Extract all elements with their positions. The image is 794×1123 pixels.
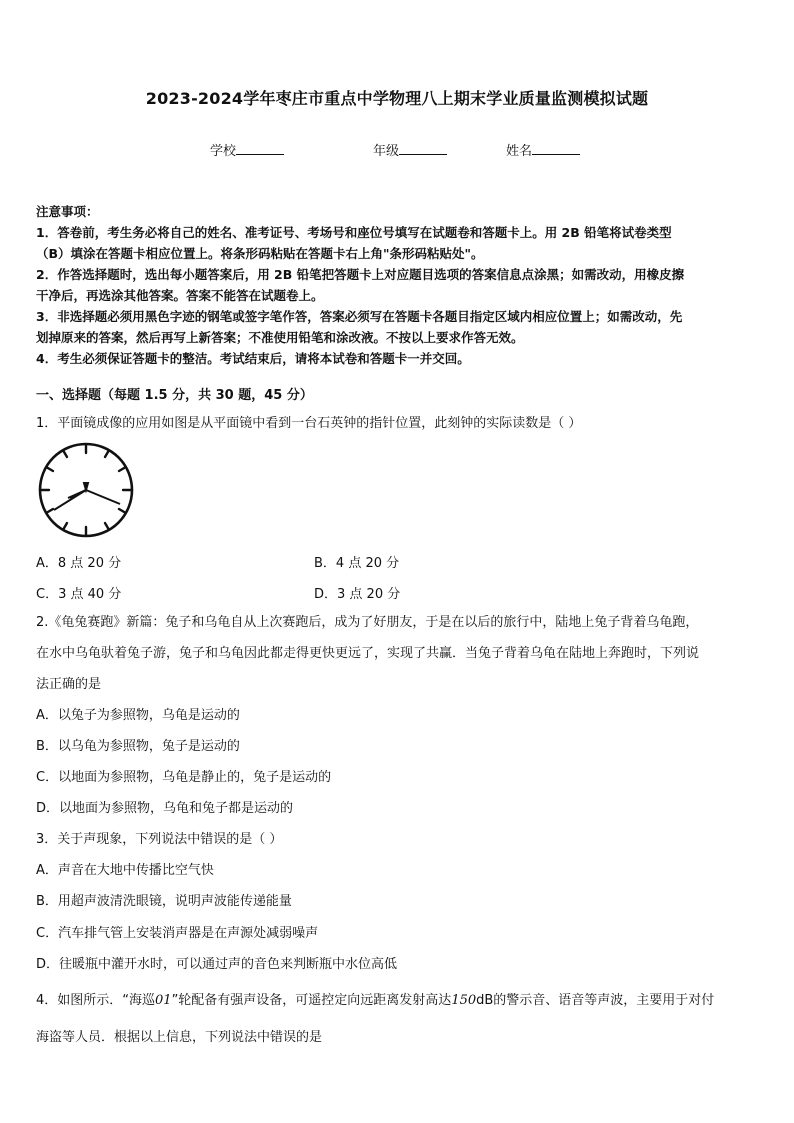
note-line: 3．非选择题必须用黑色字迹的钢笔或签字笔作答，答案必须写在答题卡各题目指定区域内相应位置上；如需改动，先 xyxy=(36,309,683,324)
name-field[interactable] xyxy=(506,140,580,159)
q2-option-d[interactable]: D．以地面为参照物，乌龟和兔子都是运动的 xyxy=(36,801,294,816)
q1-option-a[interactable]: A．8 点 20 分 xyxy=(36,556,122,571)
section-heading: 一、选择题（每题 1.5 分，共 30 题，45 分） xyxy=(36,388,313,403)
question-3-stem: 3．关于声现象，下列说法中错误的是（ ） xyxy=(36,832,283,847)
note-line: 2．作答选择题时，选出每小题答案后，用 2B 铅笔把答题卡上对应题目选项的答案信息点涂黑；如需改动，用橡皮擦 xyxy=(36,267,685,282)
q3-option-c[interactable]: C．汽车排气管上安装消声器是在声源处减弱噪声 xyxy=(36,926,319,941)
q2-option-b[interactable]: B．以乌龟为参照物，兔子是运动的 xyxy=(36,739,240,754)
note-line: 划掉原来的答案，然后再写上新答案；不准使用铅笔和涂改液。不按以上要求作答无效。 xyxy=(36,330,524,345)
note-line: 干净后，再选涂其他答案。答案不能答在试题卷上。 xyxy=(36,288,324,303)
q3-option-b[interactable]: B．用超声波清洗眼镜，说明声波能传递能量 xyxy=(36,894,292,909)
note-line: 1．答卷前，考生务必将自己的姓名、准考证号、考场号和座位号填写在试题卷和答题卡上。用 2B 铅笔将试卷类型 xyxy=(36,225,672,240)
school-label: 学校 xyxy=(210,144,237,159)
notes-heading: 注意事项： xyxy=(36,204,99,219)
name-label: 姓名 xyxy=(506,144,533,159)
q3-option-d[interactable]: D．往暖瓶中灌开水时，可以通过声的音色来判断瓶中水位高低 xyxy=(36,957,398,972)
question-2-line: 在水中乌龟驮着兔子游，兔子和乌龟因此都走得更快更远了，实现了共赢．当兔子背着乌龟在陆地上奔跑时，下列说 xyxy=(36,646,700,661)
q3-option-a[interactable]: A．声音在大地中传播比空气快 xyxy=(36,863,214,878)
clock-hands xyxy=(54,483,120,510)
grade-blank[interactable] xyxy=(399,142,447,155)
q4-text: 4．如图所示．“海巡 xyxy=(36,993,156,1008)
school-blank[interactable] xyxy=(236,142,284,155)
question-4-line xyxy=(36,993,714,1009)
note-line: 4．考生必须保证答题卡的整洁。考试结束后，请将本试卷和答题卡一并交回。 xyxy=(36,351,470,366)
name-blank[interactable] xyxy=(532,142,580,155)
q2-option-a[interactable]: A．以兔子为参照物，乌龟是运动的 xyxy=(36,708,240,723)
grade-label: 年级 xyxy=(373,144,400,159)
question-2-line: 法正确的是 xyxy=(36,677,102,692)
exam-title: 2023-2024学年枣庄市重点中学物理八上期末学业质量监测模拟试题 xyxy=(145,89,649,108)
school-field[interactable] xyxy=(210,140,284,159)
q2-option-c[interactable]: C．以地面为参照物，乌龟是静止的，兔子是运动的 xyxy=(36,770,332,785)
q4-text: ”轮配备有强声设备，可遥控定向远距离发射高达 xyxy=(171,993,452,1008)
q1-option-b[interactable]: B．4 点 20 分 xyxy=(314,556,400,571)
note-line: （B）填涂在答题卡相应位置上。将条形码粘贴在答题卡右上角"条形码粘贴处"。 xyxy=(36,246,484,261)
question-4-line: 海盗等人员．根据以上信息，下列说法中错误的是 xyxy=(36,1030,323,1045)
q4-text: dB的警示音、语音等声波，主要用于对付 xyxy=(476,993,715,1008)
q4-sound-level: 150 xyxy=(451,993,477,1008)
mirror-clock-figure xyxy=(36,440,136,540)
grade-field[interactable] xyxy=(373,140,447,159)
question-2-line: 2.《龟兔赛跑》新篇：兔子和乌龟自从上次赛跑后，成为了好朋友，于是在以后的旅行中，陆地上兔子背着乌龟跑， xyxy=(36,615,699,630)
q1-option-c[interactable]: C．3 点 40 分 xyxy=(36,587,122,602)
question-1-stem: 1．平面镜成像的应用如图是从平面镜中看到一台石英钟的指针位置，此刻钟的实际读数是（ ） xyxy=(36,416,582,431)
notes-block xyxy=(36,201,760,369)
q4-ship-number: 01 xyxy=(155,993,172,1008)
q1-option-d[interactable]: D．3 点 20 分 xyxy=(314,587,401,602)
